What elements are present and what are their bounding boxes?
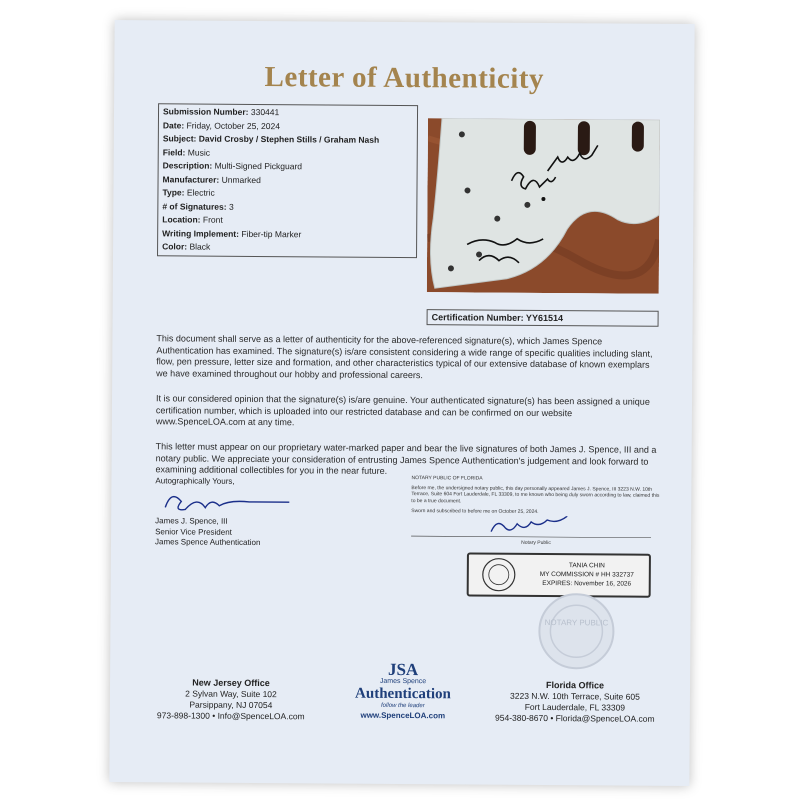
- info-value: Black: [189, 241, 211, 252]
- logo-tag: follow the leader: [381, 702, 425, 710]
- signer-name: James J. Spence, III: [155, 516, 228, 526]
- info-label: Type:: [162, 187, 185, 198]
- info-row: [158, 186, 416, 201]
- notary-signature: [411, 515, 651, 539]
- logo-auth: Authentication: [354, 685, 451, 703]
- notary-sig-label: Notary Public: [521, 539, 551, 547]
- info-value: Electric: [186, 187, 215, 198]
- info-row: [158, 213, 416, 228]
- logo-jsa: JSA: [387, 659, 419, 680]
- info-label: Submission Number:: [162, 106, 249, 117]
- nj-office-heading: New Jersey Office: [192, 677, 270, 689]
- signer-company: James Spence Authentication: [154, 537, 261, 548]
- logo-name: James Spence: [379, 677, 427, 686]
- stamp-name: TANIA CHIN: [568, 562, 605, 570]
- info-label: Date:: [162, 119, 185, 130]
- fl-office: [490, 680, 660, 725]
- stamp-expires: EXPIRES: November 16, 2026: [542, 579, 632, 588]
- notary-block: [411, 475, 661, 547]
- certification-value: YY61514: [525, 312, 564, 324]
- info-value: Friday, October 25, 2024: [186, 119, 281, 131]
- info-value: Front: [202, 214, 223, 225]
- notary-header: NOTARY PUBLIC OF FLORIDA: [411, 475, 483, 482]
- nj-office: [146, 677, 316, 722]
- stamp-text: [529, 561, 645, 589]
- info-label: Subject:: [162, 133, 197, 144]
- info-row: [158, 240, 416, 255]
- fl-office-heading: Florida Office: [545, 680, 605, 691]
- info-row: [159, 159, 417, 174]
- signoff-block: [155, 476, 375, 549]
- info-value: Multi-Signed Pickguard: [214, 160, 303, 172]
- notary-text: Before me, the undersigned notary public, this day personally appeared James J. Spence, III 3223 N.W. 10th Terrace, Suite 604 Fort Lauderdale, FL 33309, to me known who being duly sworn according to law, claimed this to be a true document.: [411, 484, 660, 504]
- jsa-logo: [338, 659, 468, 735]
- info-row: [159, 105, 417, 120]
- info-label: Writing Implement:: [162, 227, 240, 239]
- info-value: Unmarked: [221, 174, 261, 185]
- info-value: David Crosby / Stephen Stills / Graham Nash: [198, 133, 380, 145]
- fl-office-line2: Fort Lauderdale, FL 33309: [524, 701, 626, 713]
- pickguard-photo: [427, 118, 660, 294]
- stamp-commission: MY COMMISSION # HH 332737: [539, 570, 634, 579]
- info-label: Location:: [162, 214, 201, 225]
- signer-role: Senior Vice President: [155, 526, 232, 537]
- loa-document: [109, 20, 694, 786]
- nj-office-line3: 973-898-1300 • Info@SpenceLOA.com: [156, 710, 305, 722]
- notary-sworn: Sworn and subscribed to before me on October 25, 2024.: [411, 508, 539, 515]
- info-value: 330441: [250, 106, 280, 118]
- fl-office-line3: 954-380-8670 • Florida@SpenceLOA.com: [495, 712, 655, 724]
- signoff-closing: Autographically Yours,: [155, 476, 235, 486]
- paragraph-2: It is our considered opinion that the signature(s) is/are genuine. Your authenticated signature(s) has been assigned a unique certification number, which is uploaded into our restricted database and can be confirmed on our website www.SpenceLOA.com at any time.: [155, 393, 650, 428]
- document-title: Letter of Authenticity: [264, 61, 545, 95]
- info-label: Color:: [162, 241, 188, 252]
- notary-seal-icon: [481, 557, 517, 593]
- nj-office-line2: Parsippany, NJ 07054: [189, 699, 273, 711]
- info-label: # of Signatures:: [162, 200, 227, 212]
- paragraph-3: This letter must appear on our proprietary water-marked paper and bear the live signatures of both James J. Spence, III and a notary public. We appreciate your consideration of entrusting James Spence Authentication's judgement and look forward to examining additional collectibles for you in the near future.: [155, 441, 657, 476]
- fl-office-line1: 3223 N.W. 10th Terrace, Suite 605: [510, 690, 640, 702]
- paragraph-1: This document shall serve as a letter of authenticity for the above-referenced signature(s), which James Spence Authentication has examined. The signature(s) is/are consistent considering a wide range of specific qualities including slant, flow, pen pressure, letter size and formation, and other characteristics typical of our extensive database of known exemplars we have examined throughout our hobby and professional careers.: [156, 333, 653, 380]
- info-value: Fiber-tip Marker: [241, 228, 302, 239]
- logo-url: www.SpenceLOA.com: [360, 710, 446, 721]
- info-label: Field:: [162, 146, 186, 157]
- seal-text: NOTARY PUBLIC: [544, 618, 609, 628]
- embossed-seal: [536, 591, 617, 672]
- info-value: 3: [228, 201, 234, 212]
- info-label: Manufacturer:: [162, 173, 220, 185]
- certification-number-box: [427, 309, 659, 327]
- info-row: [159, 132, 417, 147]
- nj-office-line1: 2 Sylvan Way, Suite 102: [185, 688, 277, 700]
- info-value: Music: [187, 146, 211, 158]
- item-details-table: [157, 103, 418, 257]
- spence-signature: [155, 487, 305, 514]
- info-label: Description:: [162, 160, 213, 171]
- certification-label: Certification Number:: [431, 312, 524, 323]
